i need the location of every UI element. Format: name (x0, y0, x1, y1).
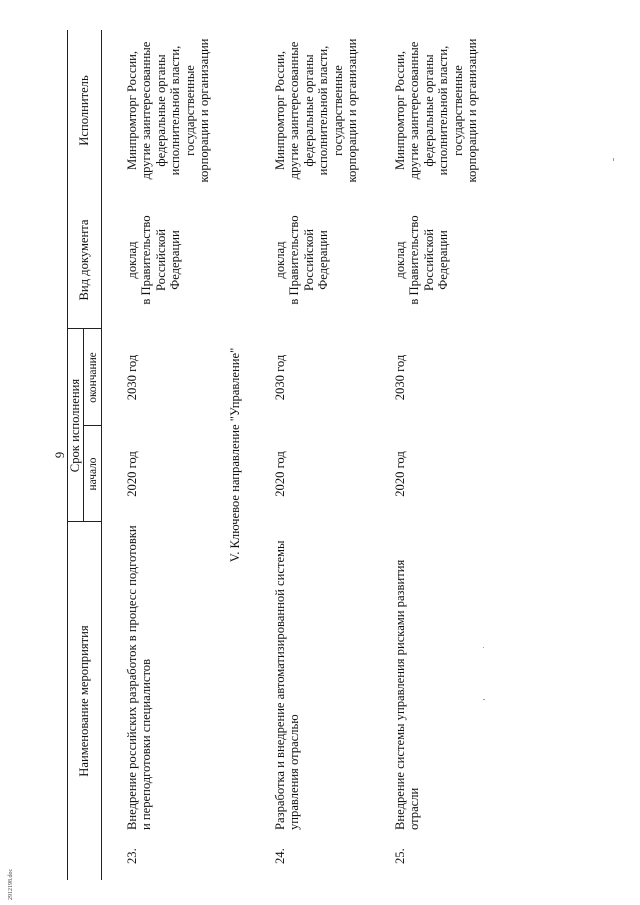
row-number: 23. (125, 848, 139, 864)
header-executor: Исполнитель (77, 75, 91, 146)
row-executor: Минпромторг России, другие заинтересованные федеральные органы исполнительной власти, государственные корпорации и организации (125, 38, 212, 183)
header-doc-type: Вид документа (77, 219, 91, 301)
scan-speck (483, 699, 485, 700)
rotated-table-sheet (45, 30, 640, 880)
row-number: 24. (273, 848, 287, 864)
scan-speck (483, 647, 484, 648)
row-start: 2020 год (125, 451, 139, 497)
row-doc-type: доклад в Правительство Российской Федерации (125, 215, 183, 305)
header-name: Наименование мероприятия (77, 625, 91, 777)
row-doc-type: доклад в Правительство Российской Федерации (393, 215, 451, 305)
row-end: 2030 год (125, 354, 139, 401)
scan-speck (613, 158, 614, 161)
row-start: 2020 год (393, 451, 407, 497)
row-name: Разработка и внедрение автоматизированной системы управления отраслью (273, 540, 302, 830)
row-number: 25. (393, 848, 407, 864)
section-title: V. Ключевое направление "Управление" (228, 347, 242, 563)
header-term: Срок исполнения (68, 378, 82, 473)
row-doc-type: доклад в Правительство Российской Федерации (273, 215, 331, 305)
header-end: окончание (87, 352, 99, 403)
row-executor: Минпромторг России, другие заинтересованные федеральные органы исполнительной власти, государственные корпорации и организации (273, 38, 360, 183)
row-name: Внедрение системы управления рисками развития отрасли (393, 559, 422, 830)
row-end: 2030 год (273, 354, 287, 401)
row-start: 2020 год (273, 451, 287, 497)
table-header-bottom-rule (101, 30, 102, 880)
row-executor: Минпромторг России, другие заинтересованные федеральные органы исполнительной власти, государственные корпорации и организации (393, 38, 480, 183)
header-start: начало (87, 457, 99, 491)
row-end: 2030 год (393, 354, 407, 401)
footer-filename: 2912198.doc (8, 868, 14, 900)
page-number: 9 (53, 451, 67, 459)
row-name: Внедрение российских разработок в процесс подготовки и переподготовки специалистов (125, 525, 154, 830)
